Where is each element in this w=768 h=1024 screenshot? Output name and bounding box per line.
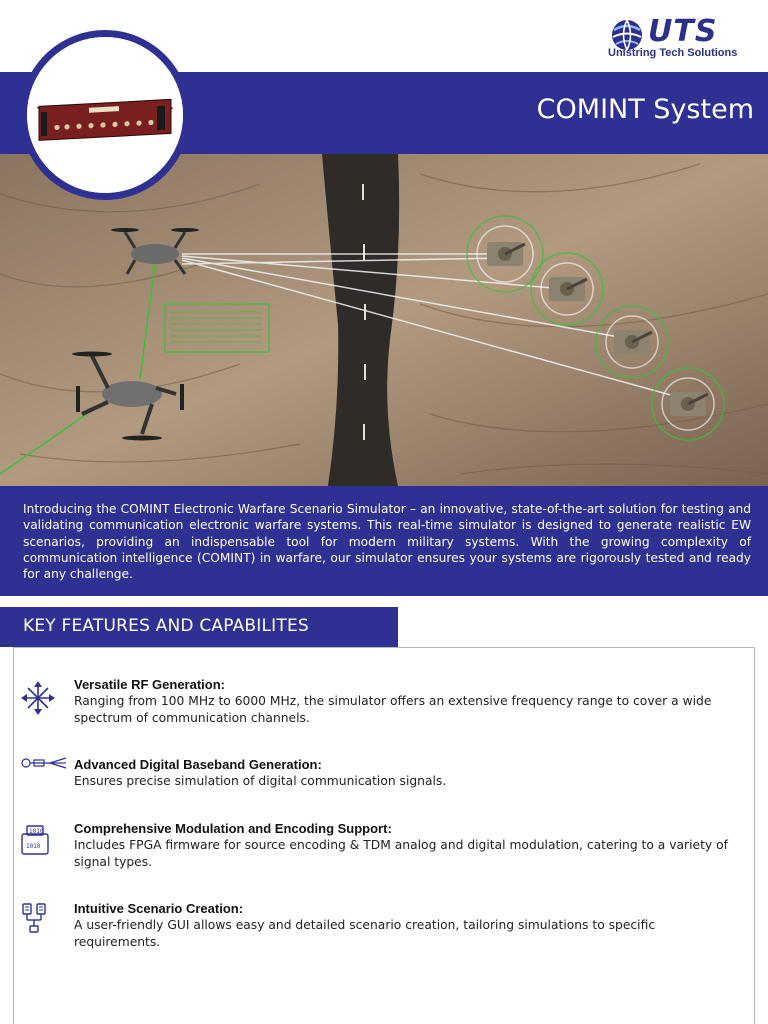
feature-description: Ensures precise simulation of digital communication signals. bbox=[74, 774, 447, 788]
feature-title: Comprehensive Modulation and Encoding Support: bbox=[74, 821, 392, 836]
rack-device-illustration bbox=[27, 37, 183, 193]
svg-text:1010: 1010 bbox=[29, 828, 44, 835]
feature-description: Ranging from 100 MHz to 6000 MHz, the simulator offers an extensive frequency range to cover a wide spectrum of communication channels. bbox=[74, 694, 712, 725]
page-title: COMINT System bbox=[536, 94, 754, 125]
product-image bbox=[20, 30, 190, 200]
feature-item-modulation-encoding bbox=[74, 821, 744, 870]
logo-subtitle: Unistring Tech Solutions bbox=[608, 47, 738, 59]
hero-image bbox=[0, 154, 768, 486]
intro-text: Introducing the COMINT Electronic Warfare Scenario Simulator – an innovative, state-of-the-art solution for testing and validating communication electronic warfare systems. This real-time simulator is designed to generate realistic EW scenarios, providing an indispensable tool for modern military systems. With the growing complexity of communication intelligence (COMINT) in warfare, our simulator ensures your systems are rigorously tested and ready for any challenge. bbox=[23, 502, 751, 582]
feature-item-digital-baseband bbox=[74, 757, 744, 790]
features-heading-band bbox=[0, 607, 398, 647]
feature-title: Advanced Digital Baseband Generation: bbox=[74, 757, 322, 772]
company-logo bbox=[604, 16, 754, 64]
intro-section bbox=[0, 486, 768, 596]
feature-title: Versatile RF Generation: bbox=[74, 677, 225, 692]
scenario-tree-icon bbox=[20, 902, 50, 934]
svg-text:1010: 1010 bbox=[26, 843, 41, 850]
feature-title: Intuitive Scenario Creation: bbox=[74, 901, 244, 916]
arrows-expand-icon bbox=[20, 680, 56, 716]
desert-scene-illustration bbox=[0, 154, 768, 486]
feature-item-scenario-creation bbox=[74, 901, 744, 950]
feature-description: Includes FPGA firmware for source encoding & TDM analog and digital modulation, catering to a variety of signal types. bbox=[74, 838, 728, 869]
binary-encoding-icon bbox=[20, 824, 50, 858]
features-heading: KEY FEATURES AND CAPABILITES bbox=[23, 616, 309, 636]
logo-wordmark: UTS bbox=[648, 14, 718, 49]
feature-description: A user-friendly GUI allows easy and detailed scenario creation, tailoring simulations to specific requirements. bbox=[74, 918, 656, 949]
feature-item-rf-generation bbox=[74, 677, 744, 726]
signal-probe-icon bbox=[20, 754, 68, 772]
